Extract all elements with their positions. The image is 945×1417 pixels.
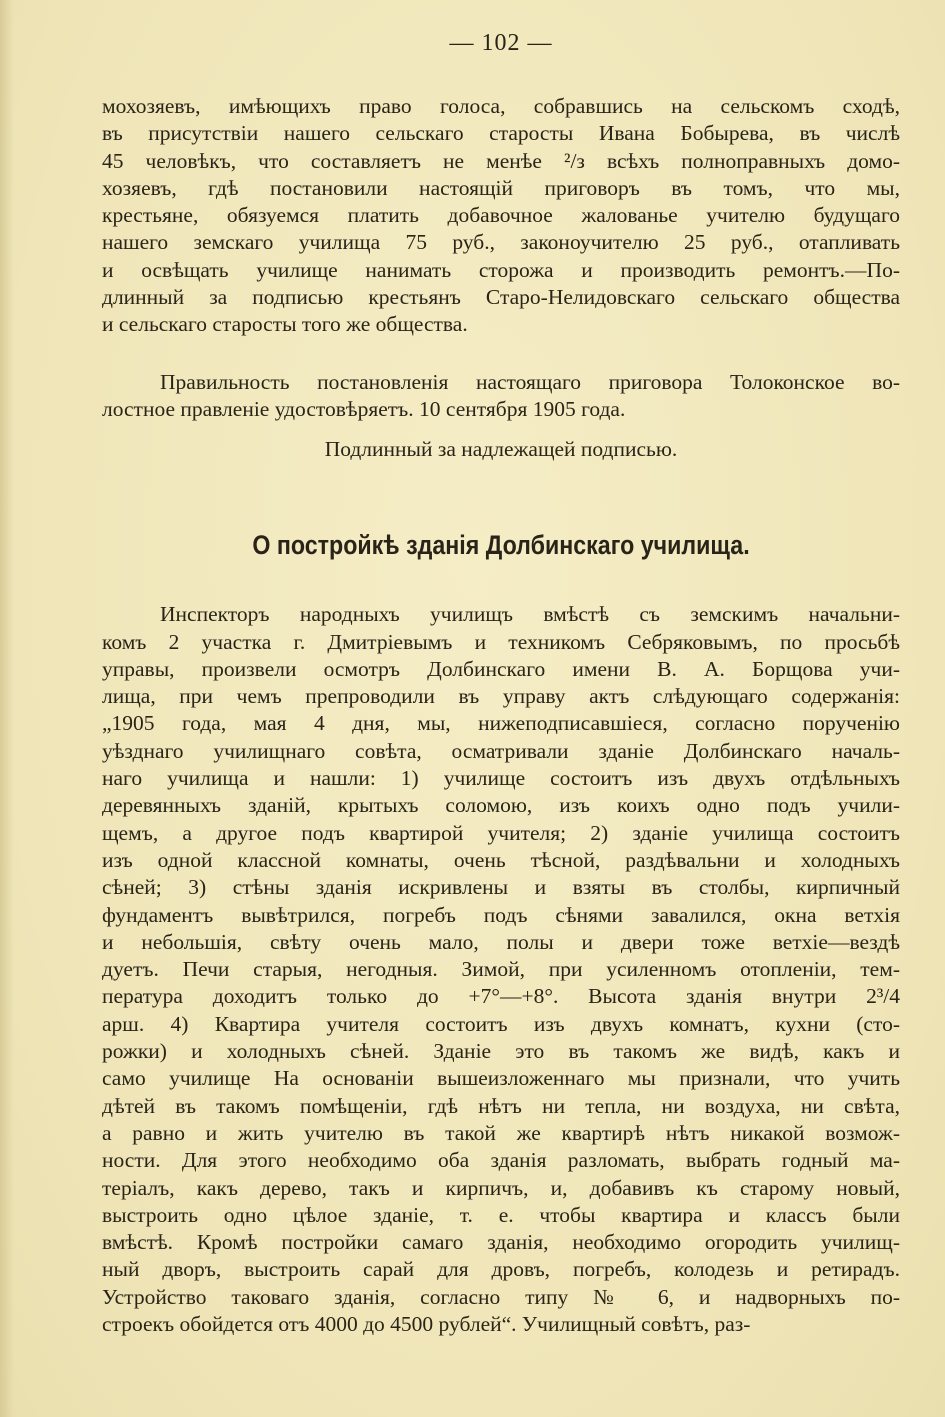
text-line: Правильность постановленія настоящаго приговора Толоконское во- — [160, 369, 900, 394]
text-line: и сельскаго старосты того же общества. — [102, 312, 468, 337]
text-line: арш. 4) Квартира учителя состоитъ изъ двухъ комнатъ, кухни (сто- — [102, 1011, 900, 1036]
signature-note: Подлинный за надлежащей подписью. — [324, 437, 678, 462]
paragraph-inspection-report — [102, 601, 900, 1338]
text-line: „1905 года, мая 4 дня, мы, нижеподписавшіеся, согласно порученію — [102, 711, 900, 736]
text-line: Устройство таковаго зданія, согласно типу № 6, и надворныхъ по- — [102, 1284, 900, 1309]
text-line: само училище На основаніи вышеизложеннаго мы признали, что учить — [102, 1066, 900, 1091]
text-line: теріалъ, какъ дерево, такъ и кирпичъ, и, добавивъ къ старому новый, — [102, 1175, 900, 1200]
text-line: ности. Для этого необходимо оба зданія разломать, выбрать годный ма- — [102, 1148, 900, 1173]
text-line: изъ одной классной комнаты, очень тѣсной, раздѣвальни и холодныхъ — [102, 847, 900, 872]
text-line: щемъ, а другое подъ квартирой учителя; 2) зданіе училища состоитъ — [102, 820, 900, 845]
text-line: Инспекторъ народныхъ училищъ вмѣстѣ съ земскимъ начальни- — [160, 602, 900, 627]
text-line: фундаментъ вывѣтрился, погребъ подъ сѣнями завалился, окна ветхія — [102, 902, 900, 927]
paragraph-resolution — [102, 93, 900, 339]
text-line: управы, произвели осмотръ Долбинскаго имени В. А. Борщова учи- — [102, 656, 900, 681]
text-line: лища, при чемъ препроводили въ управу актъ слѣдующаго содержанія: — [102, 684, 900, 709]
page-number: — 102 — — [449, 30, 553, 56]
text-line: сѣней; 3) стѣны зданія искривлены и взяты въ столбы, кирпичный — [102, 875, 900, 900]
text-line: деревянныхъ зданій, крытыхъ соломою, изъ коихъ одно подъ учили- — [102, 793, 900, 818]
text-line: 45 человѣкъ, что составляетъ не менѣе ²/з всѣхъ полноправныхъ домо- — [102, 148, 900, 173]
text-line: а равно и жить учителю въ такой же квартирѣ нѣтъ никакой возмож- — [102, 1120, 900, 1145]
text-line: дѣтей въ такомъ помѣщеніи, гдѣ нѣтъ ни тепла, ни воздуха, ни свѣта, — [102, 1093, 900, 1118]
text-line: вмѣстѣ. Кромѣ постройки самаго зданія, необходимо огородить училищ- — [102, 1230, 900, 1255]
text-line: дуетъ. Печи старыя, негодныя. Зимой, при усиленномъ отопленіи, тем- — [102, 957, 900, 982]
text-line: комъ 2 участка г. Дмитріевымъ и техникомъ Себряковымъ, по просьбѣ — [102, 629, 900, 654]
text-line: наго училища и нашли: 1) училище состоитъ изъ двухъ отдѣльныхъ — [102, 766, 900, 791]
text-line: строекъ обойдется отъ 4000 до 4500 рублей“. Училищный совѣтъ, раз- — [102, 1311, 751, 1336]
text-line: лостное правленіе удостовѣряетъ. 10 сентября 1905 года. — [102, 396, 626, 421]
text-line: и освѣщать училище нанимать сторожа и производить ремонтъ.—По- — [102, 257, 900, 282]
page-fold-shadow — [0, 0, 14, 1417]
text-line: выстроить одно цѣлое зданіе, т. е. чтобы квартира и классъ были — [102, 1202, 900, 1227]
text-line: пература доходитъ только до +7°—+8°. Высота зданія внутри 2³/4 — [102, 984, 900, 1009]
text-line: нашего земскаго училища 75 руб., законоучителю 25 руб., отапливать — [102, 230, 900, 255]
text-line: мохозяевъ, имѣющихъ право голоса, собравшись на сельскомъ сходѣ, — [102, 94, 900, 118]
text-line: крестьяне, обязуемся платить добавочное жалованье учителю будущаго — [102, 203, 900, 228]
paragraph-certification — [102, 369, 900, 424]
section-heading: О постройкѣ зданія Долбинскаго училища. — [252, 530, 750, 561]
text-line: уѣзднаго училищнаго совѣта, осматривали зданіе Долбинскаго началь- — [102, 738, 900, 763]
text-line: и небольшія, свѣту очень мало, полы и двери тоже ветхіе—вездѣ — [102, 929, 900, 954]
spacer — [102, 339, 900, 369]
text-line: рожки) и холодныхъ сѣней. Зданіе это въ такомъ же видѣ, какъ и — [102, 1039, 900, 1064]
text-line: ный дворъ, выстроить сарай для дровъ, погребъ, колодезь и ретирадъ. — [102, 1257, 900, 1282]
text-line: хозяевъ, гдѣ постановили настоящій приговоръ въ томъ, что мы, — [102, 175, 900, 200]
document-page — [102, 30, 900, 1338]
text-line: въ присутствіи нашего сельскаго старосты Ивана Бобырева, въ числѣ — [102, 121, 900, 146]
text-line: длинный за подписью крестьянъ Старо-Нелидовскаго сельскаго общества — [102, 285, 900, 310]
